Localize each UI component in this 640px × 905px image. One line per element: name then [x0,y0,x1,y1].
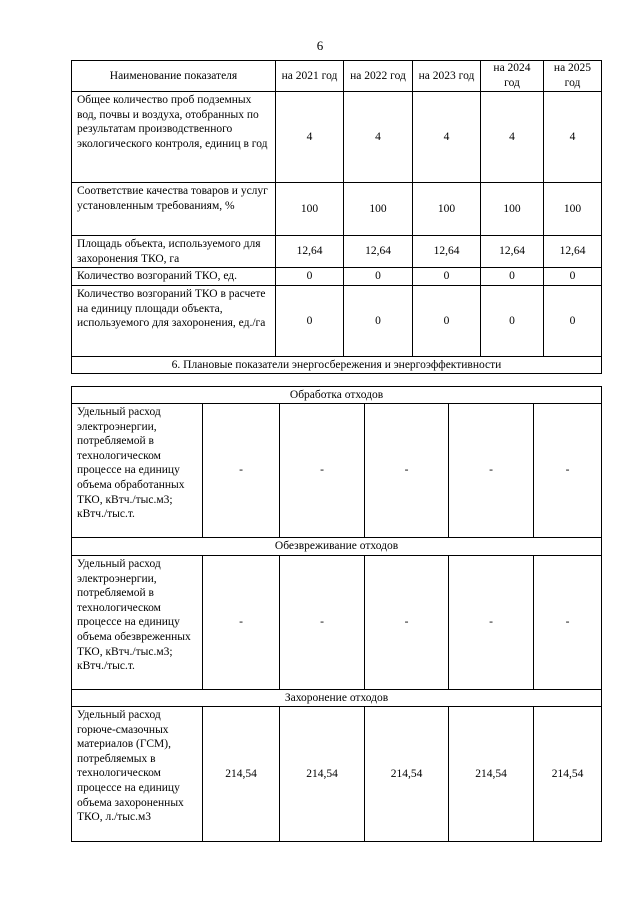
cell-value: 12,64 [344,236,413,268]
indicators-table [71,60,602,374]
page-number: 6 [316,38,324,53]
table-row [72,556,602,690]
cell-value: 0 [544,268,602,286]
cell-value: 4 [276,92,344,183]
cell-value: 4 [481,92,544,183]
subsection-title: Захоронение отходов [72,690,602,707]
cell-value: 100 [276,183,344,236]
header-year-2025: на 2025 год [544,61,602,92]
cell-value: 100 [481,183,544,236]
cell-value: - [534,404,602,538]
header-year-2021: на 2021 год [276,61,344,92]
table-row [72,268,602,286]
row-name: Соответствие качества товаров и услуг установленным требованиям, % [72,183,276,236]
cell-value: 0 [276,286,344,357]
cell-value: - [449,404,534,538]
cell-value: 214,54 [449,707,534,842]
row-name: Количество возгораний ТКО в расчете на единицу площади объекта, используемого для захоронения, ед./га [72,286,276,357]
cell-value: - [280,556,365,690]
cell-value: - [203,404,280,538]
cell-value: - [365,556,449,690]
table-row [72,183,602,236]
row-name: Удельный расход горюче-смазочных материалов (ГСМ), потребляемых в технологическом процессе на единицу объема захороненных ТКО, л./тыс.м3 [72,707,203,842]
header-indicator-name: Наименование показателя [72,61,276,92]
row-name: Удельный расход электроэнергии, потребляемой в технологическом процессе на единицу объема обработанных ТКО, кВтч./тыс.м3; кВтч./тыс.т. [72,404,203,538]
header-year-2022: на 2022 год [344,61,413,92]
cell-value: 0 [276,268,344,286]
cell-value: 214,54 [365,707,449,842]
table-row [72,236,602,268]
section-title-row [72,357,602,374]
cell-value: 12,64 [544,236,602,268]
cell-value: 4 [413,92,481,183]
energy-table [71,386,602,842]
subsection-title-row [72,538,602,556]
subsection-title-row [72,690,602,707]
row-name: Количество возгораний ТКО, ед. [72,268,276,286]
subsection-title-row [72,387,602,404]
cell-value: - [365,404,449,538]
cell-value: 100 [413,183,481,236]
table-row [72,286,602,357]
cell-value: 4 [544,92,602,183]
row-name: Площадь объекта, используемого для захоронения ТКО, га [72,236,276,268]
table-row [72,92,602,183]
header-year-2023: на 2023 год [413,61,481,92]
subsection-title: Обезвреживание отходов [72,538,602,556]
cell-value: 12,64 [276,236,344,268]
cell-value: 0 [481,286,544,357]
table-header-row [72,61,602,92]
row-name: Удельный расход электроэнергии, потребляемой в технологическом процессе на единицу объема обезвреженных ТКО, кВтч./тыс.м3; кВтч./тыс.т. [72,556,203,690]
cell-value: 214,54 [280,707,365,842]
cell-value: 0 [413,268,481,286]
cell-value: 0 [344,268,413,286]
cell-value: 0 [481,268,544,286]
table-row [72,404,602,538]
cell-value: - [534,556,602,690]
table-row [72,707,602,842]
cell-value: 0 [344,286,413,357]
cell-value: 100 [344,183,413,236]
cell-value: - [280,404,365,538]
cell-value: 0 [544,286,602,357]
cell-value: - [449,556,534,690]
section-6-title: 6. Плановые показатели энергосбережения и энергоэффективности [72,357,602,374]
cell-value: 4 [344,92,413,183]
header-year-2024: на 2024 год [481,61,544,92]
cell-value: 12,64 [481,236,544,268]
cell-value: 214,54 [203,707,280,842]
cell-value: 12,64 [413,236,481,268]
cell-value: 214,54 [534,707,602,842]
cell-value: - [203,556,280,690]
row-name: Общее количество проб подземных вод, почвы и воздуха, отобранных по результатам производственного экологического контроля, единиц в год [72,92,276,183]
cell-value: 100 [544,183,602,236]
cell-value: 0 [413,286,481,357]
subsection-title: Обработка отходов [72,387,602,404]
